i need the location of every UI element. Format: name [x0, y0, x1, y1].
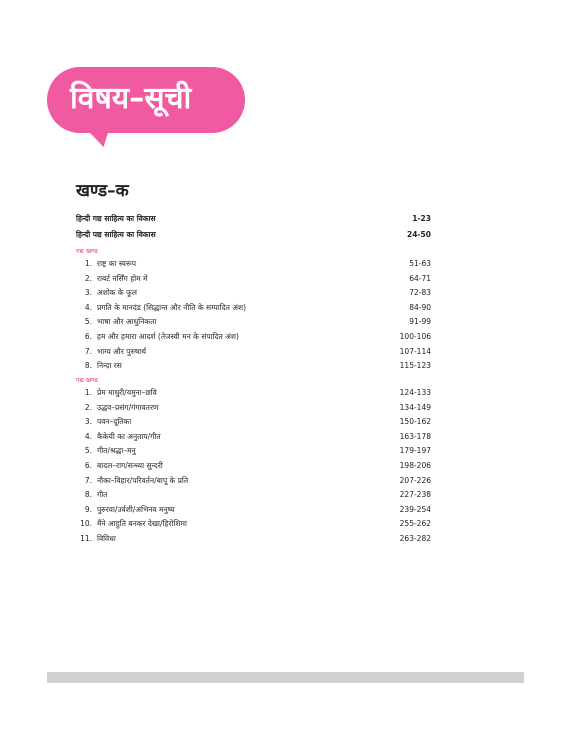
toc-main-entry[interactable]	[76, 230, 431, 240]
toc-item-number: 4.	[84, 302, 92, 312]
toc-item-number: 1.	[84, 388, 92, 397]
toc-item[interactable]	[76, 490, 431, 500]
toc-item-label: नौका–विहार/परिवर्तन/बापू के प्रति	[97, 475, 189, 485]
toc-item-label: भाषा और आधुनिकता	[97, 317, 157, 327]
toc-item[interactable]	[76, 274, 431, 284]
toc-item-number: 11.	[80, 534, 92, 543]
toc-item-number: 8.	[84, 361, 92, 371]
toc-main-entry[interactable]	[76, 214, 431, 224]
toc-item[interactable]	[76, 403, 431, 413]
toc-item[interactable]	[76, 259, 431, 269]
toc-item-number: 3.	[84, 417, 92, 427]
toc-item-number: 2.	[84, 273, 92, 283]
toc-item[interactable]	[76, 303, 431, 313]
toc-item-number: 10.	[80, 519, 92, 529]
section-title: खण्ड–क	[76, 181, 129, 201]
toc-item-label: राबर्ट नर्सिंग होम में	[97, 273, 148, 283]
toc-item-pages: 163-178	[399, 431, 431, 441]
toc-entry-label: हिन्दी पद्य साहित्य का विकास	[76, 230, 156, 239]
toc-item-number: 7.	[84, 346, 92, 356]
toc-item[interactable]	[76, 388, 431, 398]
toc-item-pages: 84-90	[409, 302, 431, 312]
toc-item-label: राष्ट्र का स्वरूप	[97, 259, 137, 268]
toc-item-number: 6.	[84, 461, 92, 470]
toc-item-number: 2.	[84, 402, 92, 412]
page-title: विषय–सूची	[70, 81, 192, 116]
toc-entry-label: हिन्दी गद्य साहित्य का विकास	[76, 214, 156, 223]
toc-item-number: 6.	[84, 332, 92, 341]
toc-item[interactable]	[76, 288, 431, 298]
toc-item-label: भाग्य और पुरुषार्थ	[97, 346, 146, 356]
toc-item[interactable]	[76, 519, 431, 529]
toc-item-pages: 51-63	[409, 259, 431, 268]
toc-item-pages: 124-133	[399, 388, 431, 397]
toc-item[interactable]	[76, 317, 431, 327]
toc-item-label: अशोक के फूल	[97, 288, 137, 298]
toc-entry-pages: 24-50	[407, 230, 431, 239]
toc-item-number: 5.	[84, 317, 92, 327]
toc-item[interactable]	[76, 476, 431, 486]
toc-item[interactable]	[76, 461, 431, 471]
toc-item-label: गीत/श्रद्धा–मनु	[97, 446, 136, 456]
toc-item-label: उद्धव–प्रसंग/गंगावतरण	[97, 402, 159, 412]
toc-item-pages: 115-123	[399, 361, 431, 371]
toc-item-pages: 72-83	[409, 288, 431, 298]
toc-item-label: पवन–दूतिका	[97, 417, 132, 427]
toc-item-pages: 179-197	[399, 446, 431, 456]
toc-item-pages: 263-282	[399, 534, 431, 543]
toc-item[interactable]	[76, 347, 431, 357]
toc-item-pages: 207-226	[399, 475, 431, 485]
toc-item-pages: 107-114	[399, 346, 431, 356]
toc-item[interactable]	[76, 534, 431, 544]
toc-item[interactable]	[76, 505, 431, 515]
toc-item-label: मैंने आहुति बनकर देखा/हिरोशिमा	[97, 519, 187, 529]
padya-khand-heading: पद्य खण्ड	[76, 376, 98, 384]
toc-item[interactable]	[76, 361, 431, 371]
footer-bar	[47, 672, 524, 683]
toc-item-label: प्रगति के मानदंड (सिद्धान्त और नीति के सम्पादित अंश)	[97, 302, 247, 312]
toc-item-number: 7.	[84, 475, 92, 485]
toc-item-pages: 239-254	[399, 504, 431, 514]
toc-item-number: 5.	[84, 446, 92, 456]
toc-item-label: बादल–राग/सन्ध्या सुन्दरी	[97, 461, 163, 470]
toc-item-label: गीत	[97, 490, 108, 500]
toc-item-pages: 91-99	[409, 317, 431, 327]
toc-item-pages: 227-238	[399, 490, 431, 500]
toc-item-label: कैकेयी का अनुताप/गीत	[97, 431, 161, 441]
toc-item-label: पुरुरवा/उर्वशी/अभिनव मनुष्य	[97, 504, 175, 514]
toc-item-number: 8.	[84, 490, 92, 500]
toc-item-label: विविधा	[97, 534, 116, 543]
toc-item-pages: 255-262	[399, 519, 431, 529]
toc-item-number: 3.	[84, 288, 92, 298]
toc-item[interactable]	[76, 432, 431, 442]
toc-item-label: निन्दा रस	[97, 361, 122, 371]
toc-item[interactable]	[76, 446, 431, 456]
toc-item-label: प्रेम माधुरी/यमुना–छवि	[97, 388, 157, 397]
toc-item-number: 1.	[84, 259, 92, 268]
toc-item-pages: 64-71	[409, 273, 431, 283]
toc-item-pages: 134-149	[399, 402, 431, 412]
toc-item-number: 4.	[84, 431, 92, 441]
toc-item-number: 9.	[84, 504, 92, 514]
gadya-khand-heading: गद्य खण्ड	[76, 247, 98, 255]
toc-entry-pages: 1-23	[412, 214, 431, 223]
toc-item-pages: 100-106	[399, 332, 431, 341]
toc-item-label: हम और हमारा आदर्श (तेजस्वी मन के संपादित अंश)	[97, 332, 239, 341]
toc-item-pages: 198-206	[399, 461, 431, 470]
toc-item-pages: 150-162	[399, 417, 431, 427]
toc-item[interactable]	[76, 332, 431, 342]
toc-item[interactable]	[76, 417, 431, 427]
